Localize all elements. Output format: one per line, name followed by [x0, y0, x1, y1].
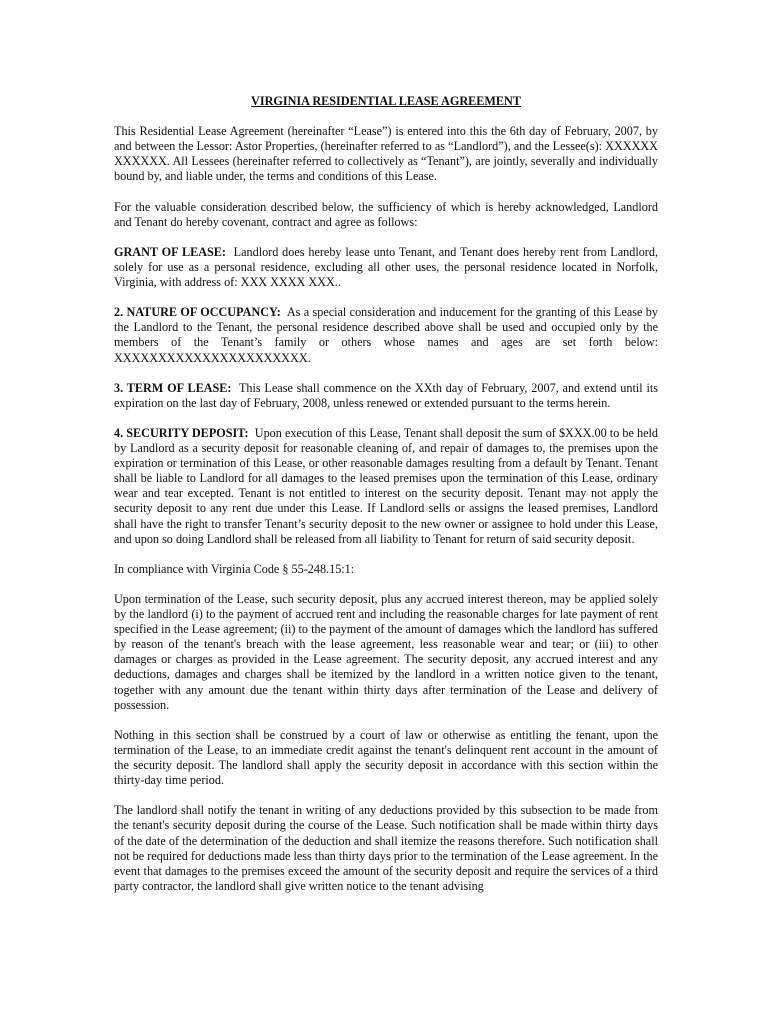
deduction-notice-paragraph: The landlord shall notify the tenant in writing of any deductions provided by this subsection to be made from the tenant's security deposit during the course of the Lease. Such notification shall be made within thirty days of the date of the determination of the deduction and shall itemize the reasons therefore. Such notification shall not be required for deductions made less than thirty days prior to the termination of the Lease agreement. In the event that damages to the premises exceed the amount of the security deposit and require the services of a third party contractor, the landlord shall give written notice to the tenant advising: [114, 803, 658, 893]
lease-document-page: [114, 94, 658, 909]
section-label: 4. SECURITY DEPOSIT:: [114, 425, 249, 440]
section-nature-of-occupancy: [114, 305, 658, 365]
section-label: 3. TERM OF LEASE:: [114, 380, 232, 395]
section-text: Landlord does hereby lease unto Tenant, and Tenant does hereby rent from Landlord, solely for use as a personal residence, excluding all other uses, the personal residence located in Norfolk, Virginia, with address of: XXX XXXX XXX..: [114, 244, 659, 290]
termination-paragraph: Upon termination of the Lease, such security deposit, plus any accrued interest thereon, may be applied solely by the landlord (i) to the payment of accrued rent and including the reasonable charges for late payment of rent specified in the Lease agreement; (ii) to the payment of the amount of damages which the landlord has suffered by reason of the tenant's breach with the lease agreement, less reasonable wear and tear; or (iii) to other damages or charges as provided in the Lease agreement. The security deposit, any accrued interest and any deductions, damages and charges shall be itemized by the landlord in a written notice given to the tenant, together with any amount due the tenant within thirty days after termination of the Lease and delivery of possession.: [114, 592, 658, 712]
no-credit-paragraph: Nothing in this section shall be construed by a court of law or otherwise as entitling the tenant, upon the termination of the Lease, to an immediate credit against the tenant's delinquent rent account in the amount of the security deposit. The landlord shall apply the security deposit in accordance with this section within the thirty-day time period.: [114, 727, 658, 788]
section-label: 2. NATURE OF OCCUPANCY:: [114, 305, 281, 320]
section-grant-of-lease: [114, 245, 658, 290]
section-text: As a special consideration and inducement for the granting of this Lease by the Landlord to the Tenant, the personal residence described above shall be used and occupied only by the members of the Tenant’s family or others whose names and ages are set forth below: XXXXXXXXXXXXXXXXXXXXXX.: [114, 305, 658, 365]
section-label: GRANT OF LEASE:: [114, 244, 226, 259]
intro-paragraph: This Residential Lease Agreement (hereinafter “Lease”) is entered into this the 6th day of February, 2007, by and between the Lessor: Astor Properties, (hereinafter referred to as “Landlord”), and the Lessee(s): XXXXXX XXXXXX. All Lessees (hereinafter referred to collectively as “Tenant”), are jointly, severally and individually bound by, and liable under, the terms and conditions of this Lease.: [114, 124, 658, 184]
section-text: This Lease shall commence on the XXth day of February, 2007, and extend until its expiration on the last day of February, 2008, unless renewed or extended pursuant to the terms herein.: [114, 380, 658, 410]
section-security-deposit: [114, 426, 658, 547]
section-term-of-lease: [114, 381, 658, 411]
consideration-paragraph: For the valuable consideration described below, the sufficiency of which is hereby acknowledged, Landlord and Tenant do hereby covenant, contract and agree as follows:: [114, 199, 658, 229]
code-reference-paragraph: In compliance with Virginia Code § 55-248.15:1:: [114, 561, 355, 576]
section-text: Upon execution of this Lease, Tenant shall deposit the sum of $XXX.00 to be held by Landlord as a security deposit for reasonable cleaning of, and repair of damages to, the premises upon the expiration or termination of this Lease, or other reasonable damages resulting from a default by Tenant. Tenant shall be liable to Landlord for all damages to the leased premises upon the termination of this Lease, ordinary wear and tear excepted. Tenant is not entitled to interest on the security deposit. Tenant may not apply the security deposit to any rent due under this Lease. If Landlord sells or assigns the leased premises, Landlord shall have the right to transfer Tenant’s security deposit to the new owner or assignee to hold under this Lease, and upon so doing Landlord shall be released from all liability to Tenant for return of said security deposit.: [114, 425, 658, 546]
document-title: VIRGINIA RESIDENTIAL LEASE AGREEMENT: [251, 94, 521, 108]
